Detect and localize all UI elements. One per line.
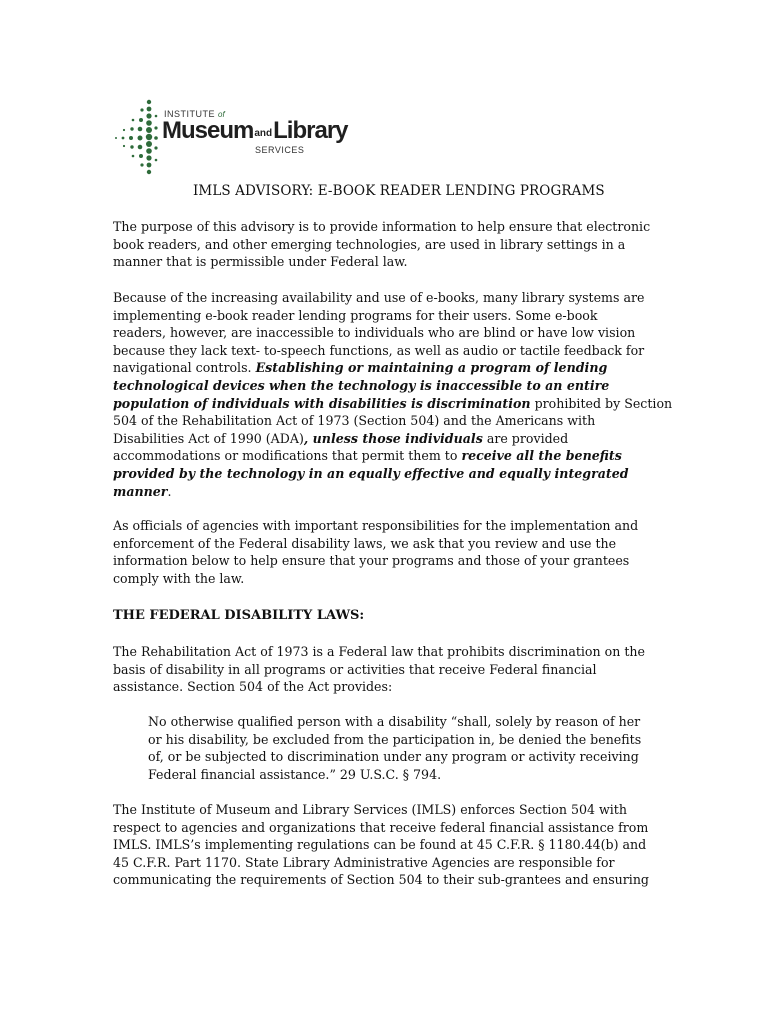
plain-text: . [167, 483, 172, 499]
document-title: IMLS ADVISORY: E-BOOK READER LENDING PROGRAMS [193, 183, 605, 199]
logo-museum-word: Museum [162, 117, 254, 144]
emphasis-text: , unless those individuals [303, 430, 483, 446]
imls-logo [113, 98, 348, 178]
quote-line: of, or be subjected to discrimination under any program or activity receiving [148, 749, 639, 765]
paragraph-line: implementing e-book reader lending programs for their users. Some e-book [113, 307, 598, 323]
paragraph-purpose [113, 218, 650, 271]
paragraph-line: manner that is permissible under Federal law. [113, 254, 408, 270]
paragraph-line: The purpose of this advisory is to provide information to help ensure that electronic [113, 219, 651, 234]
statute-quote [148, 713, 641, 783]
logo-library-word: Library [273, 117, 348, 144]
section-heading: THE FEDERAL DISABILITY LAWS: [113, 608, 365, 623]
logo-dot-pattern-icon [113, 98, 159, 178]
paragraph-line [113, 483, 672, 501]
paragraph-rehab-act [113, 643, 645, 696]
plain-text: navigational controls. [113, 360, 256, 376]
paragraph-line: IMLS. IMLS’s implementing regulations can be found at 45 C.F.R. § 1180.44(b) and [113, 837, 647, 853]
paragraph-officials-request [113, 517, 638, 587]
quote-line: Federal financial assistance.” 29 U.S.C. § 794. [148, 766, 442, 782]
paragraph-line: 504 of the Rehabilitation Act of 1973 (Section 504) and the Americans with [113, 413, 596, 429]
plain-text: accommodations or modifications that permit them to [113, 448, 462, 464]
logo-of-word: of [218, 110, 225, 119]
quote-line: or his disability, be excluded from the participation in, be denied the benefits [148, 731, 642, 747]
paragraph-line: information below to help ensure that your programs and those of your grantees [113, 553, 630, 569]
logo-services-text: SERVICES [255, 145, 305, 155]
paragraph-line: communicating the requirements of Section 504 to their sub-grantees and ensuring [113, 872, 649, 888]
plain-text: Disabilities Act of 1990 (ADA) [113, 430, 304, 446]
logo-institute-word: INSTITUTE [164, 109, 215, 119]
paragraph-line: 45 C.F.R. Part 1170. State Library Administrative Agencies are responsible for [113, 854, 615, 870]
logo-and-word: and [254, 128, 273, 139]
emphasis-text: Establishing or maintaining a program of lending [255, 360, 608, 376]
paragraph-line: assistance. Section 504 of the Act provides: [113, 679, 393, 695]
emphasis-text: population of individuals with disabilities is discrimination [113, 395, 531, 411]
paragraph-line: readers, however, are inaccessible to individuals who are blind or have low vision [113, 325, 636, 341]
paragraph-line [113, 430, 672, 448]
paragraph-line [113, 395, 672, 413]
paragraph-line: Because of the increasing availability and use of e-books, many library systems are [113, 290, 645, 305]
paragraph-line: basis of disability in all programs or activities that receive Federal financial [113, 661, 597, 677]
paragraph-line [113, 447, 672, 465]
plain-text: prohibited by Section [530, 395, 673, 411]
quote-line: No otherwise qualified person with a disability “shall, solely by reason of her [148, 714, 641, 729]
emphasis-text: receive all the benefits [461, 448, 622, 464]
paragraph-line: book readers, and other emerging technologies, are used in library settings in a [113, 236, 626, 252]
paragraph-line: The Institute of Museum and Library Services (IMLS) enforces Section 504 with [113, 802, 627, 817]
plain-text: are provided [482, 430, 569, 446]
paragraph-line: enforcement of the Federal disability laws, we ask that you review and use the [113, 535, 617, 551]
paragraph-line: because they lack text- to-speech functions, as well as audio or tactile feedback for [113, 342, 645, 358]
paragraph-imls-enforcement [113, 801, 649, 889]
paragraph-line: respect to agencies and organizations that receive federal financial assistance from [113, 819, 649, 835]
logo-main-text [162, 118, 348, 147]
paragraph-line: The Rehabilitation Act of 1973 is a Federal law that prohibits discrimination on the [113, 644, 645, 659]
emphasis-line: provided by the technology in an equally effective and equally integrated [113, 465, 629, 481]
paragraph-line [113, 359, 672, 377]
emphasis-line: technological devices when the technology is inaccessible to an entire [113, 377, 610, 393]
paragraph-ebook-accessibility [113, 289, 672, 500]
paragraph-line: As officials of agencies with important responsibilities for the implementation and [113, 518, 639, 533]
paragraph-line: comply with the law. [113, 570, 245, 586]
emphasis-text: manner [113, 483, 168, 499]
